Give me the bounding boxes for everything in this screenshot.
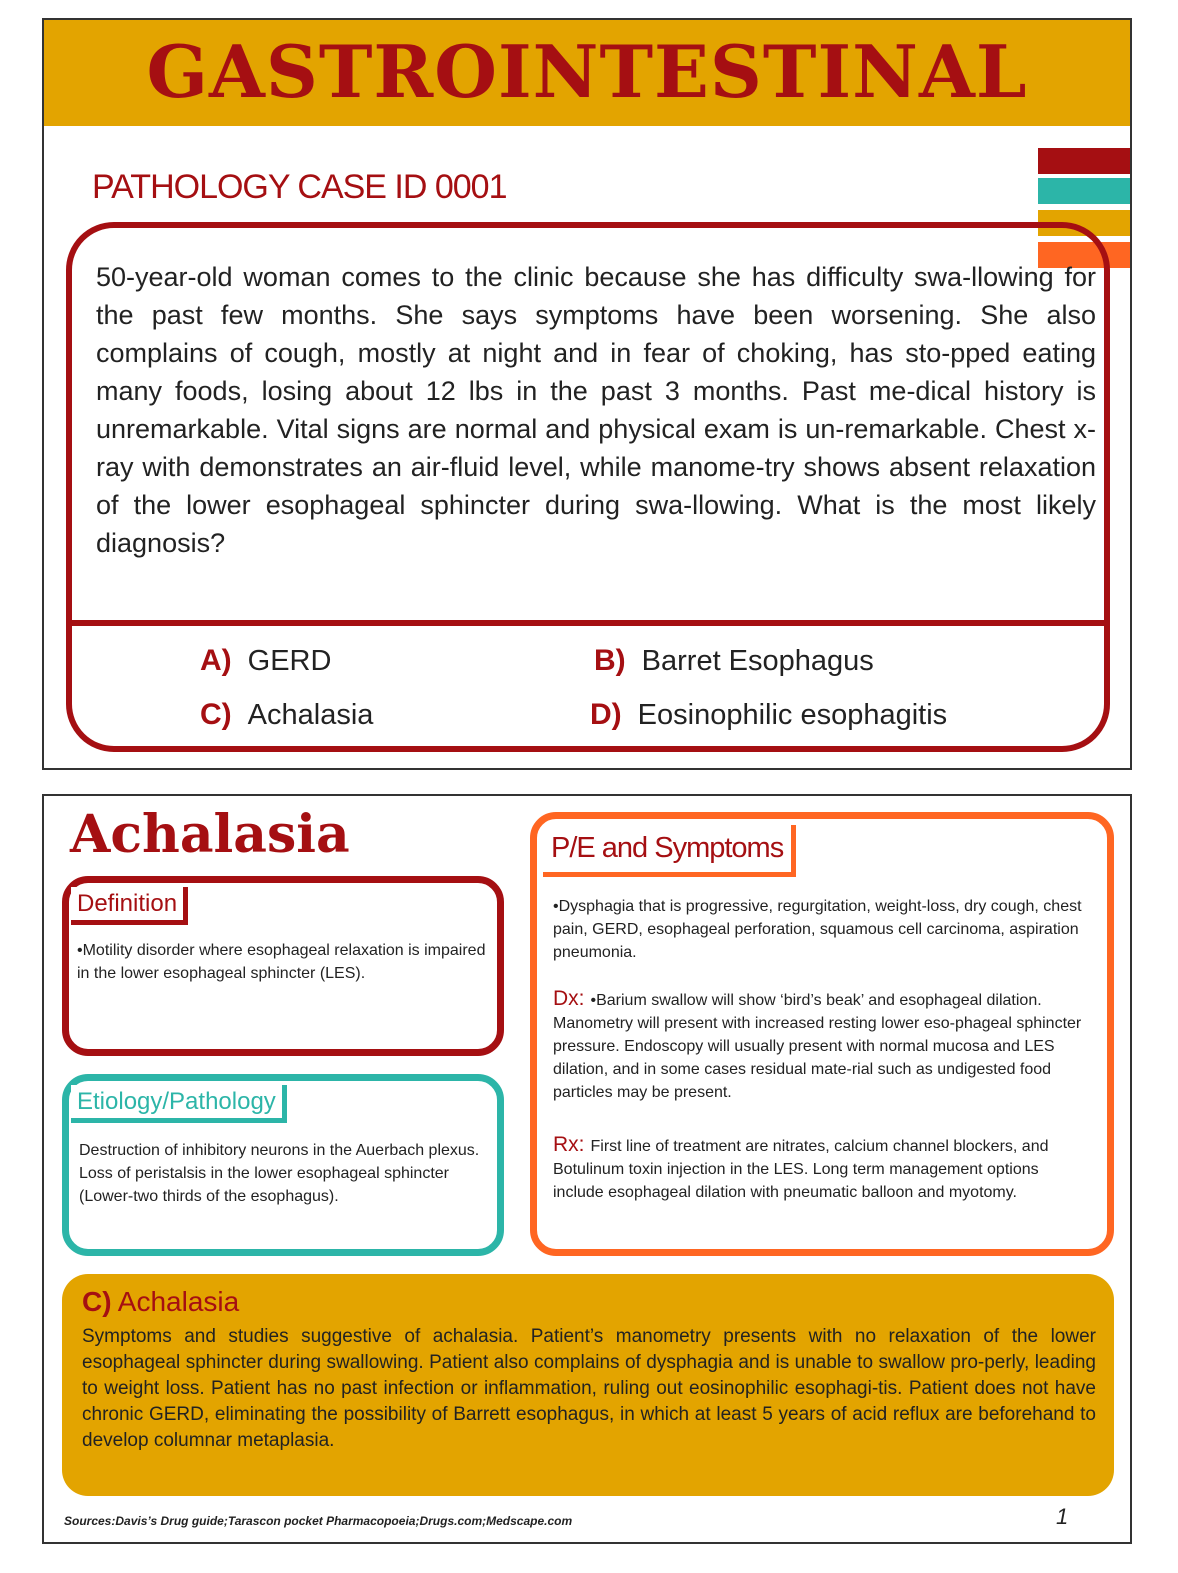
rx-block (553, 1133, 1093, 1204)
option-letter: A) (200, 644, 232, 677)
question-box (66, 222, 1110, 752)
option-a[interactable] (200, 644, 331, 678)
decor-stripe-teal (1038, 178, 1130, 204)
option-letter: D) (590, 698, 622, 731)
dx-block (553, 987, 1093, 1104)
answer-letter: C) (82, 1286, 112, 1317)
page-title: GASTROINTESTINAL (146, 29, 1028, 114)
rx-text: First line of treatment are nitrates, calcium channel blockers, and Botulinum toxin injection in the LES. Long term management options include esophageal dilation with pneumatic balloon and myotomy. (553, 1138, 1049, 1201)
dx-text: •Barium swallow will show ‘bird’s beak’ and esophageal dilation. Manometry will present with increased resting lower eso-phageal sphincter pressure. Endoscopy will usually present with normal mucosa and LES dilation, and in some cases residual mate-rial such as undigested food particles may be present. (553, 992, 1082, 1101)
option-b[interactable] (594, 644, 874, 678)
rx-label: Rx: (553, 1133, 585, 1156)
etiology-section (62, 1074, 504, 1256)
diagnosis-title: Achalasia (70, 804, 350, 865)
decor-stripe-red (1038, 148, 1130, 174)
question-divider (72, 620, 1104, 626)
case-id: PATHOLOGY CASE ID 0001 (92, 168, 507, 206)
answer-card (42, 794, 1132, 1544)
dx-label: Dx: (553, 987, 585, 1010)
option-letter: C) (200, 698, 232, 731)
pe-symptoms-section (530, 812, 1114, 1256)
option-c[interactable] (200, 698, 373, 732)
question-text: 50-year-old woman comes to the clinic because she has difficulty swa-llowing for the past few months. She says symptoms have been worsening. She also complains of cough, mostly at night and in fear of choking, has sto-pped eating many foods, losing about 12 lbs in the past 3 months. Past me-dical history is unremarkable. Vital signs are normal and physical exam is un-remarkable. Chest x-ray with demonstrates an air-fluid level, while manome-try shows absent relaxation of the lower esophageal sphincter during swa-llowing. What is the most likely diagnosis? (96, 262, 1096, 558)
answer-name: Achalasia (117, 1286, 240, 1317)
answer-heading (82, 1286, 239, 1318)
option-text: Achalasia (247, 699, 374, 731)
pe-symptoms-tab: P/E and Symptoms (543, 825, 796, 877)
definition-tab: Definition (71, 887, 188, 925)
option-text: GERD (247, 645, 332, 677)
answer-explanation (62, 1274, 1114, 1496)
definition-section (62, 876, 504, 1056)
question-card (42, 18, 1132, 770)
option-letter: B) (594, 644, 626, 677)
option-text: Eosinophilic esophagitis (637, 699, 948, 731)
sources: Sources:Davis’s Drug guide;Tarascon pocket Pharmacopoeia;Drugs.com;Medscape.com (64, 1514, 573, 1528)
symptoms-text: •Dysphagia that is progressive, regurgitation, weight-loss, dry cough, chest pain, GERD, esophageal perforation, squamous cell carcinoma, aspiration pneumonia. (553, 898, 1082, 961)
definition-text: •Motility disorder where esophageal relaxation is impaired in the lower esophageal sphincter (LES). (77, 942, 486, 982)
answer-text: Symptoms and studies suggestive of achalasia. Patient’s manometry presents with no relaxation of the lower esophageal sphincter during swallowing. Patient also complains of dysphagia and is unable to swallow pro-perly, leading to weight loss. Patient has no past infection or inflammation, ruling out eosinophilic esophagi-tis. Patient does not have chronic GERD, eliminating the possibility of Barrett esophagus, in which at least 5 years of acid reflux are beforehand to develop columnar metaplasia. (82, 1326, 1096, 1451)
page-number: 1 (1056, 1504, 1069, 1529)
option-d[interactable] (590, 698, 947, 732)
option-text: Barret Esophagus (641, 645, 874, 677)
etiology-tab: Etiology/Pathology (71, 1085, 287, 1123)
etiology-text: Destruction of inhibitory neurons in the Auerbach plexus. Loss of peristalsis in the lower esophageal sphincter (Lower-two thirds of the esophagus). (79, 1142, 480, 1205)
